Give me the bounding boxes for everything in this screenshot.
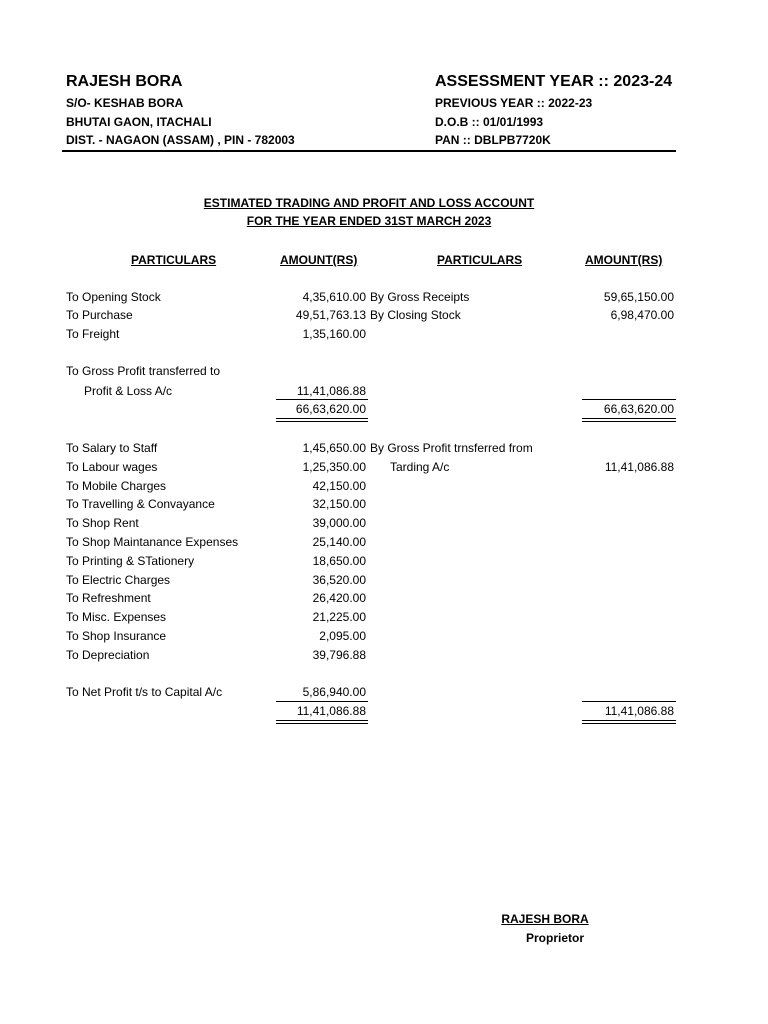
pl-double-rule-left [276, 720, 368, 724]
trading-double-rule-right [582, 418, 676, 422]
trading-debit-amount: 1,35,160.00 [302, 327, 366, 341]
pl-debit-label: To Shop Maintanance Expenses [66, 535, 239, 549]
col-particulars-right: PARTICULARS [437, 253, 523, 267]
address-line-2: DIST. - NAGAON (ASSAM) , PIN - 782003 [66, 133, 295, 147]
pl-total-left: 11,41,086.88 [296, 704, 366, 718]
net-profit-label: To Net Profit t/s to Capital A/c [66, 685, 223, 699]
trading-debit-amount: 4,35,610.00 [302, 290, 366, 304]
col-amount-left: AMOUNT(RS) [280, 253, 358, 267]
pl-debit-amount: 32,150.00 [312, 497, 366, 511]
signature-role: Proprietor [525, 931, 584, 945]
trading-credit-label: By Gross Receipts [370, 290, 470, 304]
pl-debit-label: To Labour wages [66, 460, 158, 474]
pl-debit-amount: 18,650.00 [312, 554, 366, 568]
pl-debit-amount: 36,520.00 [312, 573, 366, 587]
pl-debit-label: To Shop Insurance [66, 629, 167, 643]
pl-debit-label: To Travelling & Convayance [66, 497, 215, 511]
pl-debit-label: To Misc. Expenses [66, 610, 167, 624]
pl-double-rule-right [582, 720, 676, 724]
assessment-year: ASSESSMENT YEAR :: 2023-24 [435, 73, 673, 90]
pl-credit-amount: 11,41,086.88 [604, 460, 674, 474]
pl-debit-label: To Electric Charges [66, 573, 171, 587]
pl-debit-amount: 39,796.88 [312, 648, 366, 662]
trading-total-right: 66,63,620.00 [603, 402, 674, 416]
statement-period: FOR THE YEAR ENDED 31ST MARCH 2023 [246, 214, 492, 228]
trading-total-left: 66,63,620.00 [295, 402, 366, 416]
pl-total-rule-right [582, 701, 676, 702]
trading-double-rule-left [276, 418, 368, 422]
statement-title: ESTIMATED TRADING AND PROFIT AND LOSS ACCOUNT [203, 196, 535, 210]
pl-debit-label: To Refreshment [66, 591, 151, 605]
col-amount-right: AMOUNT(RS) [585, 253, 663, 267]
pl-debit-amount: 26,420.00 [312, 591, 366, 605]
father-name: S/O- KESHAB BORA [66, 96, 184, 110]
pl-debit-label: To Printing & STationery [66, 554, 195, 568]
trading-total-rule-right [582, 399, 676, 400]
pl-debit-label: To Mobile Charges [66, 479, 167, 493]
taxpayer-name: RAJESH BORA [66, 73, 183, 90]
pl-total-rule-left [276, 701, 368, 702]
gross-profit-label-cont: Profit & Loss A/c [84, 384, 173, 398]
trading-debit-amount: 49,51,763.13 [295, 308, 366, 322]
address-line-1: BHUTAI GAON, ITACHALI [66, 115, 212, 129]
gross-profit-amount: 11,41,086.88 [296, 384, 366, 398]
pl-debit-amount: 1,45,650.00 [302, 441, 366, 455]
trading-credit-amount: 6,98,470.00 [610, 308, 674, 322]
pl-debit-label: To Shop Rent [66, 516, 139, 530]
signature-name: RAJESH BORA [501, 912, 589, 926]
pl-debit-amount: 21,225.00 [312, 610, 366, 624]
date-of-birth: D.O.B :: 01/01/1993 [435, 115, 544, 129]
trading-credit-amount: 59,65,150.00 [603, 290, 674, 304]
trading-debit-label: To Purchase [66, 308, 133, 322]
pl-debit-amount: 1,25,350.00 [302, 460, 366, 474]
trading-debit-label: To Opening Stock [66, 290, 161, 304]
trading-debit-label: To Freight [66, 327, 120, 341]
pl-debit-label: To Salary to Staff [66, 441, 158, 455]
col-particulars-left: PARTICULARS [131, 253, 217, 267]
gross-profit-label: To Gross Profit transferred to [66, 364, 221, 378]
pl-credit-label: By Gross Profit trnsferred from [370, 441, 533, 455]
trading-total-rule-left [276, 399, 368, 400]
trading-credit-label: By Closing Stock [370, 308, 461, 322]
previous-year: PREVIOUS YEAR :: 2022-23 [435, 96, 593, 110]
pan-number: PAN :: DBLPB7720K [435, 133, 551, 147]
net-profit-amount: 5,86,940.00 [302, 685, 366, 699]
pl-debit-amount: 39,000.00 [312, 516, 366, 530]
pl-debit-amount: 42,150.00 [312, 479, 366, 493]
pl-debit-amount: 25,140.00 [312, 535, 366, 549]
pl-total-right: 11,41,086.88 [604, 704, 674, 718]
header-divider [62, 150, 676, 152]
pl-credit-label-cont: Tarding A/c [390, 460, 450, 474]
pl-debit-label: To Depreciation [66, 648, 150, 662]
pl-debit-amount: 2,095.00 [319, 629, 366, 643]
